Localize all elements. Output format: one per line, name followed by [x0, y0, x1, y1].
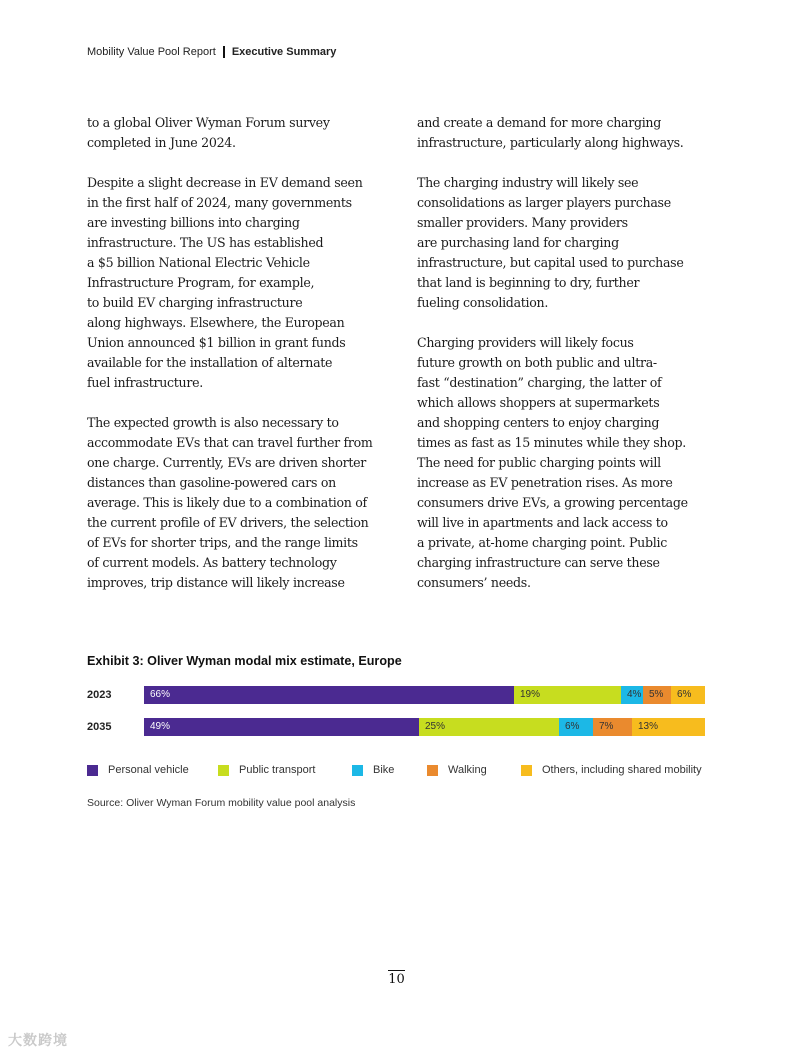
legend-item [218, 764, 315, 776]
legend-swatch [427, 765, 438, 776]
bar-row-2035 [87, 718, 707, 736]
page-number [0, 972, 793, 987]
paragraph: to a global Oliver Wyman Forum survey completed in June 2024. [87, 115, 330, 150]
bar-segment-bike: 4% [621, 686, 643, 704]
legend-swatch [218, 765, 229, 776]
page-number-value: 10 [388, 972, 405, 987]
chart-source: Source: Oliver Wyman Forum mobility value pool analysis [87, 797, 356, 809]
bar-segment-personal-vehicle: 49% [144, 718, 419, 736]
left-text-column [87, 113, 387, 593]
report-title: Mobility Value Pool Report [87, 46, 216, 58]
watermark-logo: 大数跨境 [8, 1032, 68, 1048]
paragraph: Despite a slight decrease in EV demand seen in the first half of 2024, many governments are investing billions into charging infrastructure. The US has established a $5 billion National Electric Vehicle Infrastructure Program, for example, to build EV charging infrastructure along highways. Elsewhere, the European Union announced $1 billion in grant funds available for the installation of alternate fuel infrastructure. [87, 175, 363, 390]
section-title: Executive Summary [231, 46, 337, 58]
legend-item [352, 764, 394, 776]
bar-segment-others-including-shared-mobility: 13% [632, 718, 705, 736]
header-divider [223, 46, 225, 58]
bar-segment-walking: 5% [643, 686, 671, 704]
paragraph: The expected growth is also necessary to accommodate EVs that can travel further from one charge. Currently, EVs are driven shorter distances than gasoline-powered cars on average. This is likely due to a combination of the current profile of EV drivers, the selection of EVs for shorter trips, and the range limits of current models. As battery technology improves, trip distance will likely increase [87, 415, 373, 590]
legend-label: Walking [448, 764, 487, 776]
bar-segment-public-transport: 25% [419, 718, 559, 736]
bar-segment-public-transport: 19% [514, 686, 621, 704]
legend-label: Personal vehicle [108, 764, 189, 776]
legend-swatch [521, 765, 532, 776]
bar-segment-walking: 7% [593, 718, 632, 736]
chart-legend [87, 764, 717, 780]
legend-swatch [87, 765, 98, 776]
legend-item [521, 764, 702, 776]
legend-label: Public transport [239, 764, 316, 776]
legend-item [87, 764, 189, 776]
stacked-bar [144, 686, 705, 704]
bar-segment-others-including-shared-mobility: 6% [671, 686, 705, 704]
legend-label: Bike [373, 764, 395, 776]
paragraph: and create a demand for more charging infrastructure, particularly along highways. [417, 115, 684, 150]
right-text-column [417, 113, 717, 593]
legend-swatch [352, 765, 363, 776]
bar-row-2023 [87, 686, 707, 704]
year-label: 2023 [87, 689, 112, 701]
paragraph: Charging providers will likely focus future growth on both public and ultra- fast “destination” charging, the latter of which allows shoppers at supermarkets and shopping centers to enjoy charging times as fast as 15 minutes while they shop. The need for public charging points will increase as EV penetration rises. As more consumers drive EVs, a growing percentage will live in apartments and lack access to a private, at-home charging point. Public charging infrastructure can serve these consumers’ needs. [417, 335, 688, 590]
paragraph: The charging industry will likely see consolidations as larger players purchase smaller providers. Many providers are purchasing land for charging infrastructure, but capital used to purchase that land is beginning to dry, further fueling consolidation. [417, 175, 684, 310]
bar-segment-personal-vehicle: 66% [144, 686, 514, 704]
exhibit-title: Exhibit 3: Oliver Wyman modal mix estimate, Europe [87, 654, 402, 668]
legend-item [427, 764, 487, 776]
stacked-bar [144, 718, 705, 736]
bar-segment-bike: 6% [559, 718, 593, 736]
running-header [87, 46, 336, 58]
year-label: 2035 [87, 721, 112, 733]
legend-label: Others, including shared mobility [542, 764, 702, 776]
